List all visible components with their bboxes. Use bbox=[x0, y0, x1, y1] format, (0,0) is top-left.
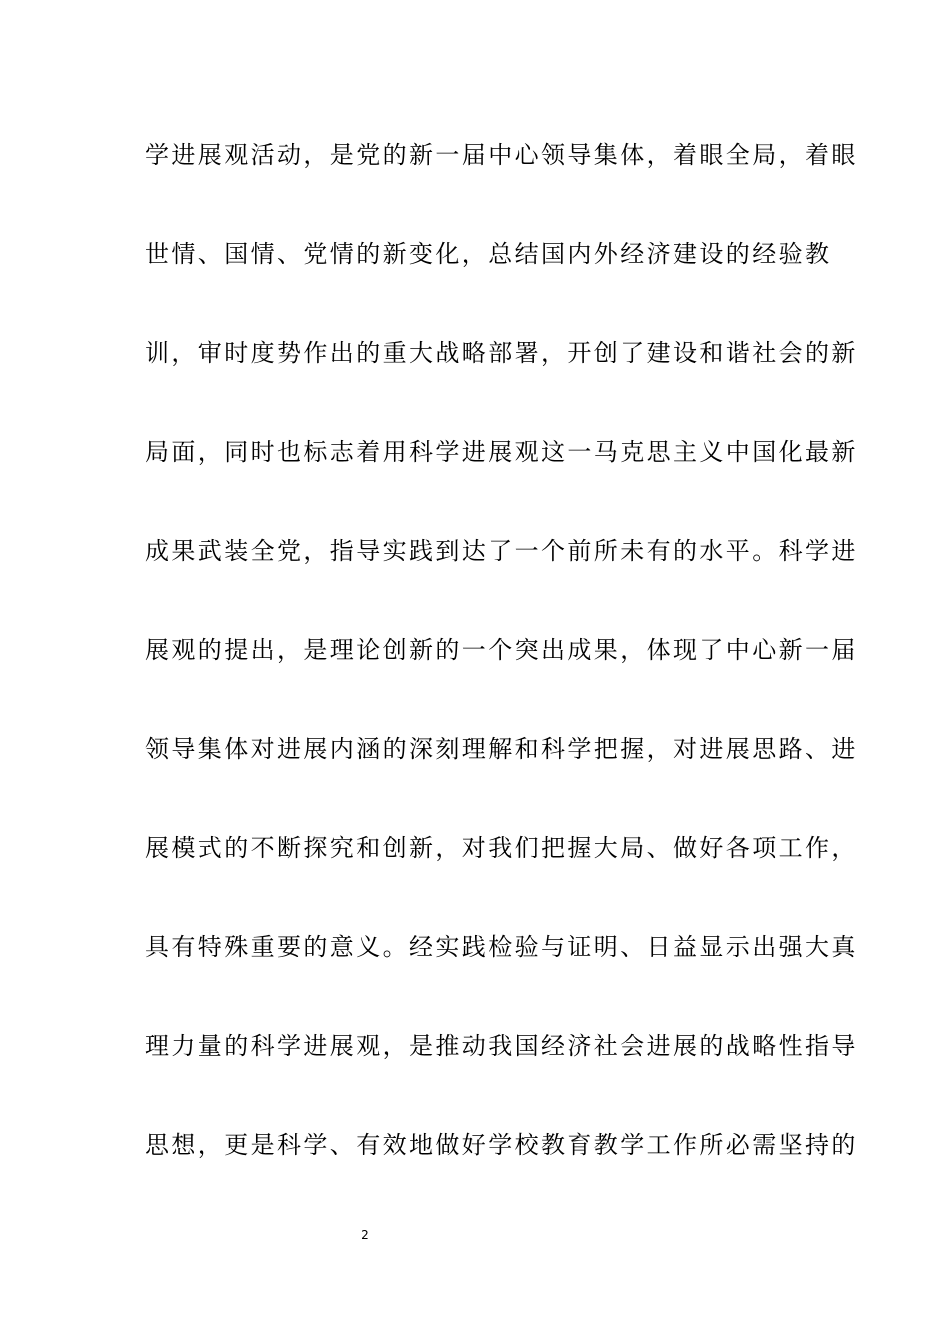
text-line: 学进展观活动，是党的新一届中心领导集体，着眼全局，着眼 bbox=[145, 141, 858, 169]
page-number: 2 bbox=[361, 1228, 369, 1242]
text-line: 展模式的不断探究和创新，对我们把握大局、做好各项工作， bbox=[145, 834, 858, 862]
body-text bbox=[145, 130, 858, 1219]
text-line: 局面，同时也标志着用科学进展观这一马克思主义中国化最新 bbox=[145, 438, 858, 466]
text-line: 训，审时度势作出的重大战略部署，开创了建设和谐社会的新 bbox=[145, 339, 858, 367]
text-line: 理力量的科学进展观，是推动我国经济社会进展的战略性指导 bbox=[145, 1032, 858, 1060]
text-line: 具有特殊重要的意义。经实践检验与证明、日益显示出强大真 bbox=[145, 933, 858, 961]
text-line: 成果武装全党，指导实践到达了一个前所未有的水平。科学进 bbox=[145, 537, 858, 565]
text-line: 思想，更是科学、有效地做好学校教育教学工作所必需坚持的 bbox=[145, 1131, 858, 1159]
text-line: 领导集体对进展内涵的深刻理解和科学把握，对进展思路、进 bbox=[145, 735, 858, 763]
text-line: 展观的提出，是理论创新的一个突出成果，体现了中心新一届 bbox=[145, 636, 858, 664]
text-line: 世情、国情、党情的新变化，总结国内外经济建设的经验教 bbox=[145, 240, 832, 268]
